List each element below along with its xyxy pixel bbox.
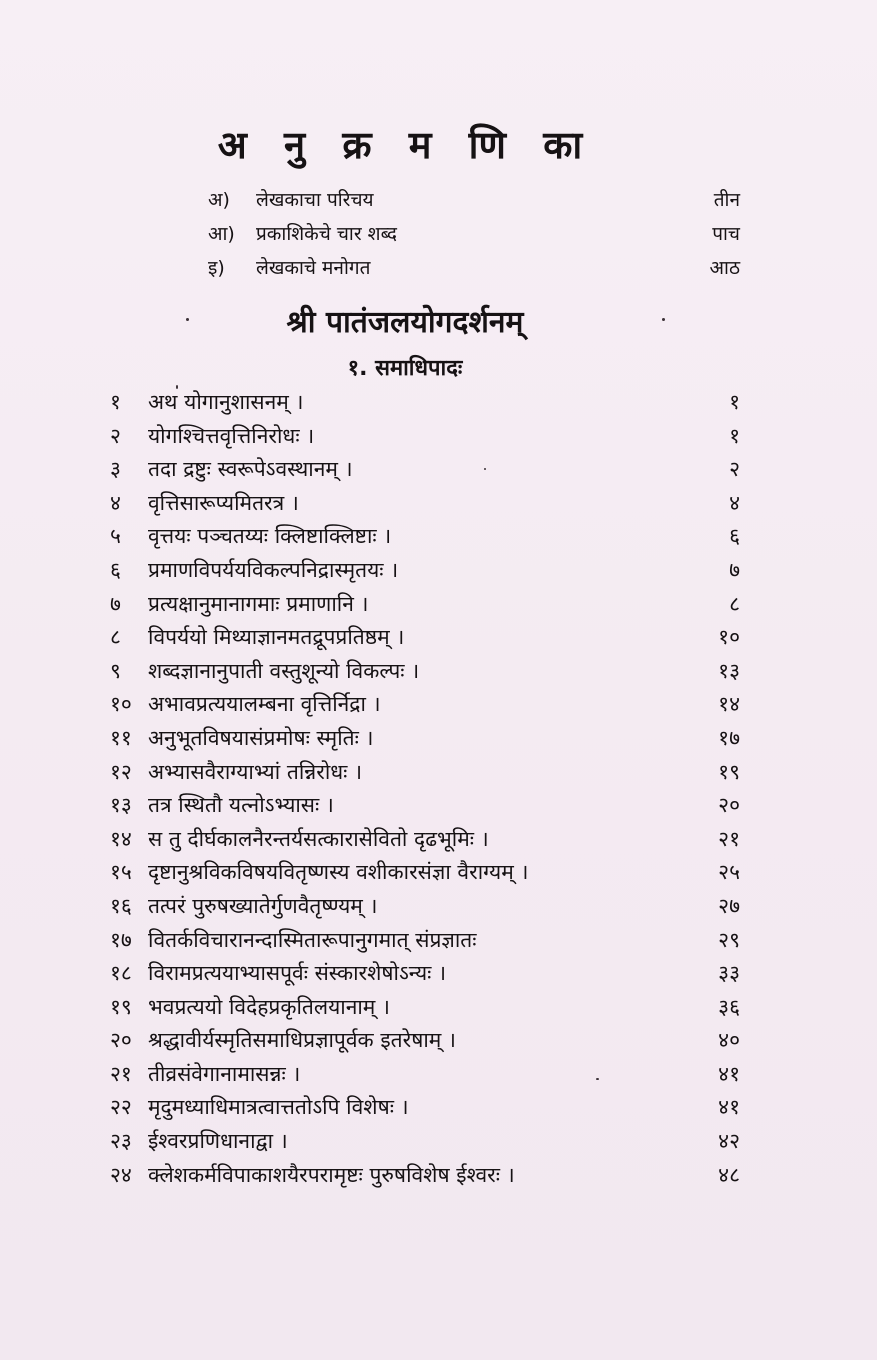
sutra-text: योगश्चित्तवृत्तिनिरोधः ।: [148, 423, 315, 448]
sutra-text: प्रमाणविपर्ययविकल्पनिद्रास्मृतयः ।: [148, 557, 399, 582]
front-matter-label: लेखकाचे मनोगत: [256, 257, 371, 279]
sutra-text: शब्दज्ञानानुपाती वस्तुशून्यो विकल्पः ।: [148, 658, 420, 683]
sutra-text: मृदुमध्याधिमात्रत्वात्ततोऽपि विशेषः ।: [148, 1095, 409, 1120]
sutra-row: [96, 820, 756, 854]
sutra-row: [96, 618, 756, 652]
sutra-row: [96, 685, 756, 719]
sutra-number: ५: [110, 524, 121, 549]
sutra-row: [96, 921, 756, 955]
chapter-title: १. समाधिपादः: [347, 356, 463, 381]
sutra-row: [96, 517, 756, 551]
front-matter-label: लेखकाचा परिचय: [256, 189, 374, 211]
sutra-row: [96, 1021, 756, 1055]
sutra-number: १९: [110, 994, 132, 1019]
sutra-row: [96, 719, 756, 753]
sutra-page-number: ४१: [718, 1061, 740, 1086]
sutra-text: वितर्कविचारानन्दास्मितारूपानुगमात् संप्रज्ञातः: [148, 927, 477, 952]
sutra-page-number: ८: [729, 591, 740, 616]
sutra-row: [96, 585, 756, 619]
sutra-number: १५: [110, 860, 132, 885]
sutra-text: विरामप्रत्ययाभ्यासपूर्वः संस्कारशेषोऽन्यः ।: [148, 961, 447, 986]
sutra-text: भवप्रत्ययो विदेहप्रकृतिलयानाम् ।: [148, 994, 390, 1019]
sutra-page-number: १७: [718, 725, 740, 750]
print-speck: [662, 318, 665, 321]
sutra-row: [96, 1122, 756, 1156]
sutra-page-number: २९: [718, 927, 740, 952]
print-speck: [176, 385, 178, 389]
sutra-page-number: २५: [718, 860, 740, 885]
sutra-page-number: १९: [718, 759, 740, 784]
print-speck: [186, 318, 189, 321]
sutra-page-number: ७: [729, 557, 740, 582]
sutra-text: तत्परं पुरुषख्यातेर्गुणवैतृष्ण्यम् ।: [148, 893, 378, 918]
sutra-text: तत्र स्थितौ यत्नोऽभ्यासः ।: [148, 793, 334, 818]
sutra-row: [96, 786, 756, 820]
front-matter-list: [208, 182, 748, 284]
sutra-number: १८: [110, 961, 132, 986]
sutra-page-number: २: [729, 457, 740, 482]
sutra-page-number: ४८: [718, 1162, 740, 1187]
sutra-row: [96, 853, 756, 887]
sutra-row: [96, 383, 756, 417]
sutra-page-number: ३६: [718, 994, 740, 1019]
sutra-text: स तु दीर्घकालनैरन्तर्यसत्कारासेवितो दृढभूमिः ।: [148, 826, 489, 851]
front-matter-row: [208, 250, 748, 284]
sutra-text: अनुभूतविषयासंप्रमोषः स्मृतिः ।: [148, 725, 374, 750]
sutra-page-number: १३: [718, 658, 740, 683]
sutra-number: १४: [110, 826, 132, 851]
sutra-page-number: ४१: [718, 1095, 740, 1120]
front-matter-page: पाच: [712, 223, 740, 245]
sutra-number: १: [110, 390, 121, 414]
sutra-text: प्रत्यक्षानुमानागमाः प्रमाणानि ।: [148, 591, 369, 616]
sutra-text: अभावप्रत्ययालम्बना वृत्तिर्निद्रा ।: [148, 692, 381, 717]
front-matter-label: प्रकाशिकेचे चार शब्द: [256, 223, 397, 245]
sutra-row: [96, 652, 756, 686]
section-title: श्री पातंजलयोगदर्शनम्: [286, 305, 524, 340]
print-speck: [596, 1078, 599, 1080]
sutra-list: [96, 383, 756, 1189]
sutra-number: २४: [110, 1162, 132, 1187]
sutra-row: [96, 1156, 756, 1190]
sutra-number: ३: [110, 457, 121, 482]
sutra-number: १०: [110, 692, 132, 717]
sutra-page-number: २१: [718, 826, 740, 851]
sutra-row: [96, 887, 756, 921]
sutra-text: वृत्तिसारूप्यमितरत्र ।: [148, 490, 299, 515]
sutra-row: [96, 450, 756, 484]
sutra-page-number: २७: [718, 893, 740, 918]
sutra-text: अथ योगानुशासनम् ।: [148, 390, 304, 414]
sutra-text: ईश्वरप्रणिधानाद्वा ।: [148, 1129, 288, 1154]
sutra-page-number: १०: [718, 625, 740, 650]
sutra-row: [96, 1088, 756, 1122]
sutra-text: दृष्टानुश्रविकविषयवितृष्णस्य वशीकारसंज्ञा वैराग्यम् ।: [148, 860, 529, 885]
sutra-row: [96, 484, 756, 518]
sutra-page-number: ४: [729, 490, 740, 515]
sutra-row: [96, 417, 756, 451]
sutra-row: [96, 753, 756, 787]
front-matter-number: अ): [208, 189, 230, 211]
sutra-number: ६: [110, 557, 121, 582]
front-matter-page: आठ: [709, 257, 740, 279]
print-speck: [484, 468, 486, 470]
sutra-number: ४: [110, 490, 121, 515]
sutra-page-number: ४२: [718, 1129, 740, 1154]
sutra-page-number: १: [729, 390, 740, 414]
front-matter-page: तीन: [713, 189, 740, 211]
front-matter-row: [208, 182, 748, 216]
sutra-text: श्रद्धावीर्यस्मृतिसमाधिप्रज्ञापूर्वक इतरेषाम् ।: [148, 1028, 456, 1053]
sutra-page-number: ३३: [718, 961, 740, 986]
sutra-number: २२: [110, 1095, 132, 1120]
sutra-number: २३: [110, 1129, 132, 1154]
sutra-number: १७: [110, 927, 132, 952]
sutra-number: ८: [110, 625, 121, 650]
sutra-page-number: १४: [718, 692, 740, 717]
sutra-number: २०: [110, 1028, 132, 1053]
sutra-number: ९: [110, 658, 121, 683]
front-matter-row: [208, 216, 748, 250]
sutra-row: [96, 988, 756, 1022]
sutra-page-number: २०: [718, 793, 740, 818]
sutra-text: अभ्यासवैराग्याभ्यां तन्निरोधः ।: [148, 759, 363, 784]
sutra-page-number: ६: [729, 524, 740, 549]
sutra-number: ७: [110, 591, 121, 616]
sutra-text: क्लेशकर्मविपाकाशयैरपरामृष्टः पुरुषविशेष ईश्वरः ।: [148, 1162, 515, 1187]
sutra-text: तदा द्रष्टुः स्वरूपेऽवस्थानम् ।: [148, 457, 353, 482]
front-matter-number: इ): [208, 257, 225, 279]
front-matter-number: आ): [208, 223, 235, 245]
sutra-number: १२: [110, 759, 132, 784]
sutra-row: [96, 954, 756, 988]
sutra-number: १६: [110, 893, 132, 918]
sutra-text: विपर्ययो मिथ्याज्ञानमतद्रूपप्रतिष्ठम् ।: [148, 625, 405, 650]
sutra-page-number: ४०: [718, 1028, 740, 1053]
sutra-text: तीव्रसंवेगानामासन्नः ।: [148, 1061, 301, 1086]
sutra-number: १३: [110, 793, 132, 818]
sutra-page-number: १: [729, 423, 740, 448]
sutra-row: [96, 551, 756, 585]
page-title: अ नु क्र म णि का: [217, 123, 593, 167]
sutra-number: २१: [110, 1061, 132, 1086]
sutra-number: ११: [110, 725, 132, 750]
sutra-row: [96, 1055, 756, 1089]
sutra-text: वृत्तयः पञ्चतय्यः क्लिष्टाक्लिष्टाः ।: [148, 524, 392, 549]
sutra-number: २: [110, 423, 121, 448]
